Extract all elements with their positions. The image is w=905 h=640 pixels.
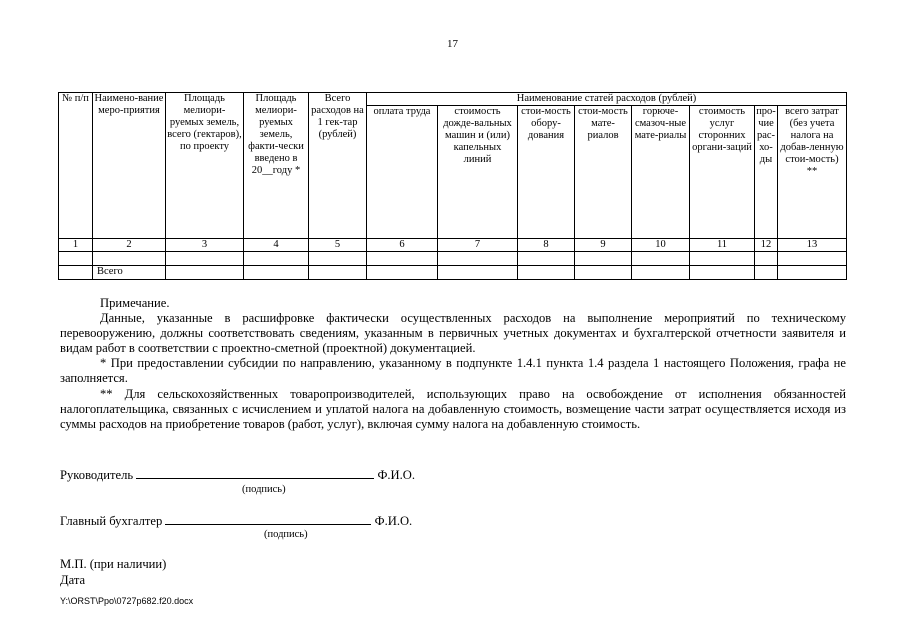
header-cell: Площадь мелиори-руемых земель, факти-чески введено в 20__году * — [244, 93, 309, 239]
group-header: Наименование статей расходов (рублей) — [367, 93, 847, 106]
file-path: Y:\ORST\Ppo\0727p682.f20.docx — [60, 596, 194, 606]
header-cell: всего затрат (без учета налога на добав-ленную стои-мость) ** — [778, 106, 847, 239]
expenses-table — [58, 92, 847, 280]
stamp-label: М.П. (при наличии) — [60, 557, 167, 571]
column-number: 6 — [367, 239, 438, 252]
total-row — [59, 266, 847, 280]
header-cell: стоимость дожде-вальных машин и (или) капельных линий — [438, 106, 518, 239]
accountant-signature-line — [60, 514, 412, 529]
column-number: 10 — [632, 239, 690, 252]
header-cell: № п/п — [59, 93, 93, 239]
header-cell: Площадь мелиори-руемых земель, всего (гектаров), по проекту — [166, 93, 244, 239]
accountant-label: Главный бухгалтер — [60, 514, 163, 528]
column-number: 13 — [778, 239, 847, 252]
column-number: 9 — [575, 239, 632, 252]
header-cell: Наимено-вание меро-приятия — [93, 93, 166, 239]
header-cell: горюче-смазоч-ные мате-риалы — [632, 106, 690, 239]
header-cell: Всего расходов на 1 гек-тар (рублей) — [309, 93, 367, 239]
column-number: 5 — [309, 239, 367, 252]
column-number-row — [59, 239, 847, 252]
column-number: 2 — [93, 239, 166, 252]
total-label: Всего — [93, 266, 166, 280]
header-cell: стои-мость мате-риалов — [575, 106, 632, 239]
empty-row — [59, 252, 847, 266]
column-number: 11 — [690, 239, 755, 252]
note-paragraph: Данные, указанные в расшифровке фактически осуществленных расходов на выполнение мероприятий по техническому перевооружению, должны соответствовать сведениям, указанным в первичных учетных документах и бухгалтерской отчетности заявителя и видам работ в соответствии с проектно-сметной (проектной) документацией. — [60, 311, 846, 356]
accountant-fio: Ф.И.О. — [374, 514, 413, 528]
column-number: 1 — [59, 239, 93, 252]
date-label: Дата — [60, 573, 86, 587]
accountant-signature-caption: (подпись) — [264, 529, 308, 540]
header-cell: про-чие рас-хо-ды — [755, 106, 778, 239]
notes-section — [60, 296, 846, 432]
head-fio: Ф.И.О. — [377, 468, 416, 482]
column-number: 12 — [755, 239, 778, 252]
note-footnote-2: ** Для сельскохозяйственных товаропроизводителей, использующих право на освобождение от исполнения обязанностей налогоплательщика, связанных с исчислением и уплатой налога на добавленную стоимость, возмещение части затрат осуществляется исходя из суммы расходов на приобретение товаров (работ, услуг), включая сумму налога на добавленную стоимость. — [60, 386, 846, 431]
signature-line — [165, 524, 371, 525]
column-number: 7 — [438, 239, 518, 252]
header-cell: оплата труда — [367, 106, 438, 239]
header-cell: стоимость услуг сторонних органи-заций — [690, 106, 755, 239]
note-footnote-1: * При предоставлении субсидии по направлению, указанному в подпункте 1.4.1 пункта 1.4 раздела 1 настоящего Положения, графа не заполняется. — [60, 356, 846, 386]
head-label: Руководитель — [60, 468, 134, 482]
header-cell: стои-мость обору-дования — [518, 106, 575, 239]
signature-line — [136, 478, 374, 479]
column-number: 4 — [244, 239, 309, 252]
notes-title: Примечание. — [100, 296, 170, 310]
head-signature-caption: (подпись) — [242, 484, 286, 495]
page-number: 17 — [447, 38, 458, 50]
head-signature-line — [60, 468, 415, 483]
column-number: 3 — [166, 239, 244, 252]
column-number: 8 — [518, 239, 575, 252]
